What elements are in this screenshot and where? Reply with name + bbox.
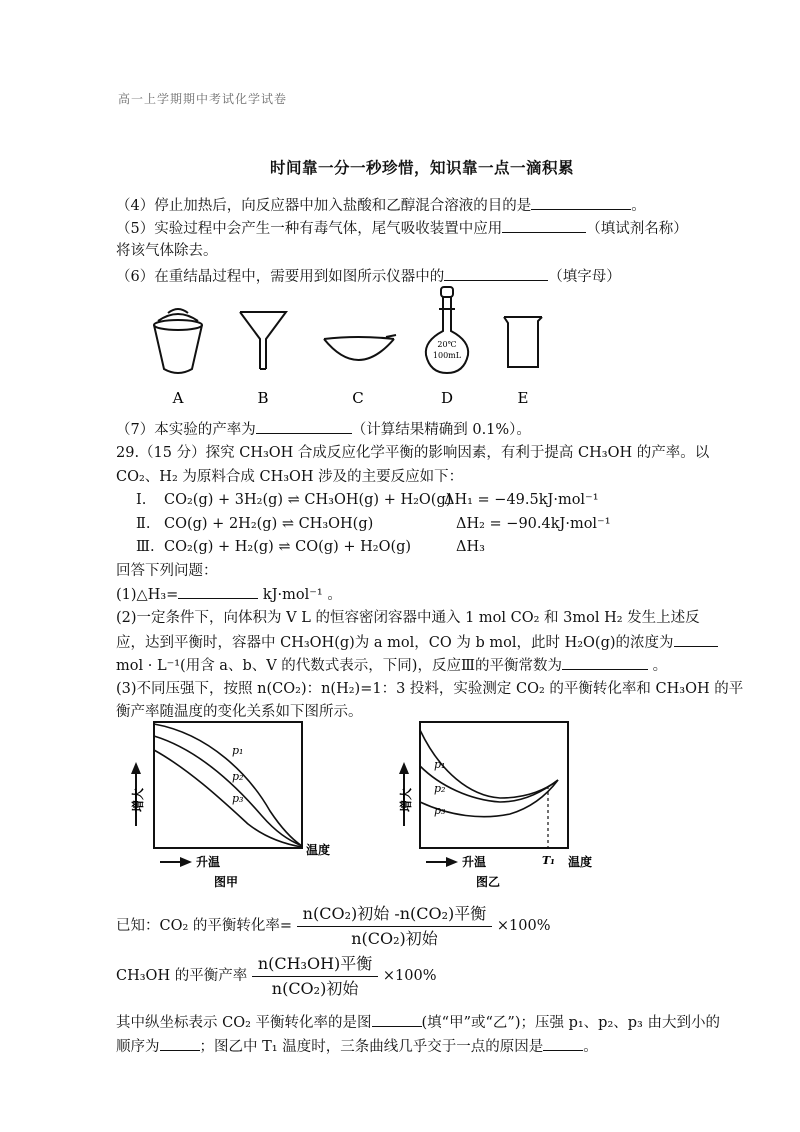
yield-fraction: $\frac{\text{n(CH₃OH)平衡}}{\text{n(CO₂)初始}}$ [252, 955, 378, 998]
x-arrow-label: 升温 [462, 855, 487, 869]
label-d: D [440, 389, 454, 407]
answer-prompt: 回答下列问题： [116, 563, 218, 579]
x-axis-label: 温度 [306, 843, 331, 857]
chart-yi [390, 716, 620, 890]
x-arrow-label: 升温 [196, 855, 221, 869]
curve-p2 [154, 736, 302, 846]
answer-blank[interactable] [562, 656, 648, 670]
q29-intro-2: CO₂、H₂ 为原料合成 CH₃OH 涉及的主要反应如下： [116, 469, 464, 485]
funnel-icon [240, 312, 286, 369]
reaction-3-id: Ⅲ. [136, 539, 155, 555]
series-label-p3: p₃ [232, 792, 244, 805]
reaction-3-equation: CO₂(g) + H₂(g) ⇌ CO(g) + H₂O(g) [164, 539, 412, 555]
q29-part2-line1: (2)一定条件下，向体积为 V L 的恒容密闭容器中通入 1 mol CO₂ 和 3mol H₂ 发生上述反 [116, 610, 700, 626]
arrow-right-icon [180, 857, 192, 867]
series-label-p1: p₁ [434, 758, 446, 771]
q29-intro-1: 29.（15 分）探究 CH₃OH 合成反应化学平衡的影响因素，有利于提高 CH₃OH 的产率。以 [116, 445, 710, 461]
answer-blank[interactable] [444, 267, 548, 281]
flask-volume-label: 100mL [432, 351, 462, 360]
curve-p1 [154, 724, 302, 846]
beaker-icon [504, 317, 542, 367]
flask-temp-label: 20℃ [437, 340, 457, 349]
chart-title: 图乙 [476, 875, 501, 889]
x-axis-label: 温度 [568, 855, 593, 869]
answer-blank[interactable] [531, 196, 631, 210]
final-question-line2: 顺序为 ；图乙中 T₁ 温度时，三条曲线几乎交于一点的原因是 。 [116, 1039, 598, 1055]
conversion-formula: 已知：CO₂ 的平衡转化率= $\frac{\text{n(CO₂)初始 -n(CO₂)平衡}}{\text{n(CO₂)初始}}$ ×100% [116, 903, 551, 948]
q28-item5-cont: 将该气体除去。 [116, 243, 218, 259]
answer-blank[interactable] [256, 420, 352, 434]
q29-part2-line2: 应，达到平衡时，容器中 CH₃OH(g)为 a mol，CO 为 b mol，此时 H₂O(g)的浓度为 [116, 633, 718, 652]
t1-marker: T₁ [542, 854, 556, 867]
yield-formula: CH₃OH 的平衡产率 $\frac{\text{n(CH₃OH)平衡}}{\text{n(CO₂)初始}}$ ×100% [116, 953, 437, 998]
reaction-2-equation: CO(g) + 2H₂(g) ⇌ CH₃OH(g) [164, 516, 374, 532]
label-a: A [172, 389, 184, 407]
reaction-1-enthalpy: ΔH₁ = −49.5kJ·mol⁻¹ [444, 492, 599, 508]
q29-part3-line1: (3)不同压强下，按照 n(CO₂)：n(H₂)=1：3 投料，实验测定 CO₂ 的平衡转化率和 CH₃OH 的平 [116, 681, 744, 697]
y-axis-label: 增大 [399, 787, 413, 812]
y-axis-label: 增大 [131, 787, 145, 812]
reaction-3-enthalpy: ΔH₃ [456, 539, 485, 555]
series-label-p2: p₂ [434, 782, 446, 795]
final-question-line1: 其中纵坐标表示 CO₂ 平衡转化率的是图 (填“甲”或“乙”)；压强 p₁、p₂、p₃ 由大到小的 [116, 1015, 720, 1031]
chart-jia [120, 716, 350, 890]
answer-blank[interactable] [502, 219, 586, 233]
chart-jia-frame [154, 722, 302, 848]
answer-blank[interactable] [178, 585, 258, 599]
reaction-1-id: Ⅰ. [136, 492, 147, 508]
label-e: E [517, 389, 529, 407]
arrow-up-icon [131, 762, 141, 774]
q28-item6: （6）在重结晶过程中，需要用到如图所示仪器中的 （填字母） [116, 269, 621, 285]
label-b: B [257, 389, 269, 407]
q28-item4: （4）停止加热后，向反应器中加入盐酸和乙醇混合溶液的目的是 。 [116, 198, 646, 214]
q29-part3-line2: 衡产率随温度的变化关系如下图所示。 [116, 704, 363, 720]
answer-blank[interactable] [674, 633, 718, 647]
faint-header: 高一上学期期中考试化学试卷 [118, 92, 288, 106]
q28-item5: （5）实验过程中会产生一种有毒气体，尾气吸收装置中应用 （填试剂名称） [116, 221, 688, 237]
series-label-p3: p₃ [434, 804, 446, 817]
answer-blank[interactable] [160, 1037, 200, 1051]
label-c: C [352, 389, 364, 407]
answer-blank[interactable] [543, 1037, 583, 1051]
crucible-icon [154, 309, 202, 373]
conversion-fraction: $\frac{\text{n(CO₂)初始 -n(CO₂)平衡}}{\text{n(CO₂)初始}}$ [297, 905, 493, 948]
arrow-up-icon [399, 762, 409, 774]
q28-item7: （7）本实验的产率为 （计算结果精确到 0.1%）。 [116, 422, 531, 438]
arrow-right-icon [446, 857, 458, 867]
series-label-p2: p₂ [232, 770, 244, 783]
reaction-2-id: Ⅱ. [136, 516, 151, 532]
q29-part2-line3: mol · L⁻¹(用含 a、b、V 的代数式表示，下同)，反应Ⅲ的平衡常数为 。 [116, 658, 668, 674]
reaction-2-enthalpy: ΔH₂ = −90.4kJ·mol⁻¹ [456, 516, 611, 532]
series-label-p1: p₁ [232, 744, 244, 757]
volumetric-flask-icon [426, 287, 468, 373]
chart-title: 图甲 [214, 875, 239, 889]
apparatus-figure [140, 285, 560, 410]
q29-part1: (1)△H₃= kJ·mol⁻¹ 。 [116, 587, 342, 603]
answer-blank[interactable] [372, 1013, 422, 1027]
page-motto: 时间靠一分一秒珍惜，知识靠一点一滴积累 [270, 158, 575, 177]
reaction-1-equation: CO₂(g) + 3H₂(g) ⇌ CH₃OH(g) + H₂O(g) [164, 492, 452, 508]
evaporating-dish-icon [324, 335, 396, 360]
